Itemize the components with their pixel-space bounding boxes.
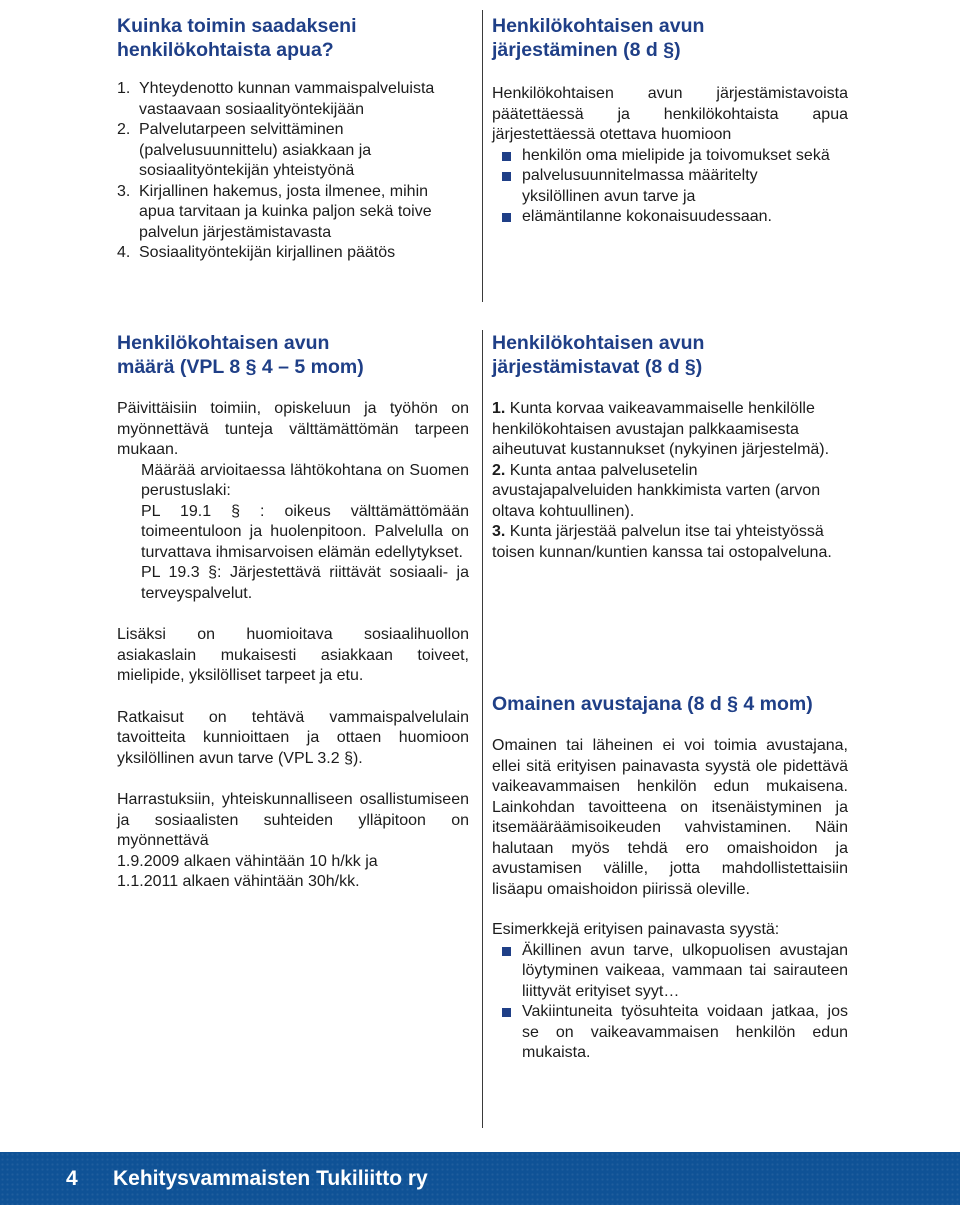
list-item: palvelusuunnitelmassa määritelty yksilöllinen avun tarve ja [492, 166, 832, 207]
square-bullet-icon [502, 947, 511, 956]
steps-section [117, 14, 469, 264]
organizing-bullets [492, 146, 832, 228]
column-divider-bottom [482, 330, 483, 1128]
methods-section [492, 331, 848, 563]
amount-paragraph: Päivittäisiin toimiin, opiskeluun ja työhön on myönnettävä tunteja välttämättömän tarpeen mukaan. [117, 400, 469, 458]
examples-intro: Esimerkkejä erityisen painavasta syystä: [492, 921, 780, 938]
methods-list [492, 399, 842, 563]
relative-section [492, 692, 848, 1064]
column-divider-top [482, 10, 483, 302]
method-item: 1. Kunta korvaa vaikeavammaiselle henkilölle henkilökohtaisen avustajan palkkaamisesta aiheutuvat kustannukset (nykyinen järjestelmä). [492, 400, 830, 458]
step-item: 4. Sosiaalityöntekijän kirjallinen päätös [117, 244, 396, 261]
amount-section [117, 331, 469, 893]
steps-heading: Kuinka toimin saadakseni henkilökohtaista apua? [117, 15, 357, 61]
step-item: 1. Yhteydenotto kunnan vammaispalveluista vastaavaan sosiaalityöntekijään [117, 80, 435, 118]
steps-list [117, 79, 452, 264]
square-bullet-icon [502, 172, 511, 181]
amount-paragraph: PL 19.1 § : oikeus välttämättömään toimeentuloon ja huolenpitoon. Palvelulla on turvattava ihmisarvoisen elämän edellytykset. [141, 502, 469, 561]
amount-paragraph: Lisäksi on huomioitava sosiaalihuollon asiakaslain mukaisesti asiakkaan toiveet, mielipide, yksilölliset tarpeet ja etu. [117, 626, 469, 684]
page-number: 4 [66, 1167, 78, 1190]
amount-paragraph: PL 19.3 §: Järjestettävä riittävät sosiaali- ja terveyspalvelut. [141, 564, 469, 602]
page-footer [0, 1152, 960, 1205]
methods-heading: Henkilökohtaisen avun järjestämistavat (8 d §) [492, 332, 705, 378]
method-item: 3. Kunta järjestää palvelun itse tai yhteistyössä toisen kunnan/kuntien kanssa tai ostopalveluna. [492, 523, 832, 561]
square-bullet-icon [502, 1008, 511, 1017]
step-item: 2. Palvelutarpeen selvittäminen (palvelusuunnittelu) asiakkaan ja sosiaalityöntekijän yhteistyönä [117, 121, 372, 179]
organizing-intro: Henkilökohtaisen avun järjestämistavoista päätettäessä ja henkilökohtaista apua järjestettäessä otettava huomioon [492, 85, 848, 143]
amount-paragraph: Ratkaisut on tehtävä vammaispalvelulain tavoitteita kunnioittaen ja ottaen huomioon yksilöllinen avun tarve (VPL 3.2 §). [117, 708, 469, 767]
relative-paragraph: Omainen tai läheinen ei voi toimia avustajana, ellei sitä erityisen painavasta syystä ole pidettävä vaikeavammaisen henkilön edun mukaisena. Lainkohdan tavoitteena on itsenäistyminen ja itsemääräämisoikeuden vahvistaminen. Näin halutaan myös tehdä ero omaishoidon ja avustamisen välille, jotta mahdollistettaisiin lisäapu omaishoidon piirissä oleville. [492, 737, 848, 898]
examples-list [492, 941, 848, 1064]
organization-name: Kehitysvammaisten Tukiliitto ry [113, 1167, 428, 1190]
amount-heading: Henkilökohtaisen avun määrä (VPL 8 § 4 – 5 mom) [117, 332, 364, 378]
list-item: Äkillinen avun tarve, ulkopuolisen avustajan löytyminen vaikeaa, vammaan tai sairauteen liittyvät erityiset syyt… [492, 941, 848, 1003]
amount-paragraph: Harrastuksiin, yhteiskunnalliseen osallistumiseen ja sosiaalisten suhteiden ylläpitoon on myönnettävä [117, 791, 469, 849]
list-item: Vakiintuneita työsuhteita voidaan jatkaa, jos se on vaikeavammaisen henkilön edun mukaista. [492, 1002, 848, 1064]
relative-heading: Omainen avustajana (8 d § 4 mom) [492, 693, 813, 715]
organizing-heading: Henkilökohtaisen avun järjestäminen (8 d §) [492, 15, 705, 61]
amount-paragraph: Määrää arvioitaessa lähtökohtana on Suomen perustuslaki: [141, 461, 469, 499]
amount-date-line: 1.9.2009 alkaen vähintään 10 h/kk ja [117, 852, 378, 870]
organizing-section [492, 14, 848, 228]
amount-date-line: 1.1.2011 alkaen vähintään 30h/kk. [117, 873, 360, 890]
square-bullet-icon [502, 152, 511, 161]
step-item: 3. Kirjallinen hakemus, josta ilmenee, mihin apua tarvitaan ja kuinka paljon sekä toive palvelun järjestämistavasta [117, 182, 432, 241]
list-item: elämäntilanne kokonaisuudessaan. [492, 207, 832, 228]
method-item: 2. Kunta antaa palvelusetelin avustajapalveluiden hankkimista varten (arvon oltava kohtuullinen). [492, 461, 821, 520]
square-bullet-icon [502, 213, 511, 222]
list-item: henkilön oma mielipide ja toivomukset sekä [492, 146, 832, 167]
